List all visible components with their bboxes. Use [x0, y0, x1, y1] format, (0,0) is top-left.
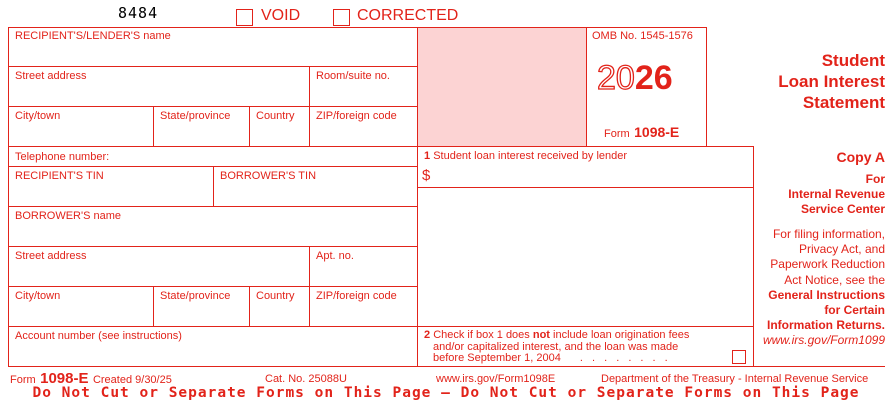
borrower-city-label: City/town	[15, 290, 61, 302]
recipient-room-label: Room/suite no.	[316, 70, 390, 82]
form-number: 1098-E	[634, 124, 680, 140]
corrected-checkbox[interactable]	[333, 9, 350, 26]
title-line-2: Loan Interest	[778, 72, 885, 91]
box2-checkbox[interactable]	[732, 350, 746, 364]
footer-form: Form 1098-E Created 9/30/25	[10, 370, 172, 387]
box2-number: 2	[424, 329, 431, 341]
footer-created: Created 9/30/25	[92, 374, 172, 386]
title-line-3: Statement	[802, 93, 885, 112]
tax-year	[597, 58, 673, 98]
copy-url[interactable]: www.irs.gov/Form1099	[762, 333, 885, 348]
recipient-zip-label: ZIP/foreign code	[316, 110, 397, 122]
box1-dollar: $	[422, 167, 431, 184]
recipient-country-label: Country	[256, 110, 295, 122]
footer-form-number: 1098-E	[40, 370, 89, 387]
box2-text: 2 Check if box 1 does not include loan origination fees and/or capitalized interest, and the loan was made before September 1, 2004 . . . . . . . .	[424, 329, 690, 364]
recipient-tin-label: RECIPIENT'S TIN	[15, 170, 104, 182]
void-label: VOID	[261, 7, 301, 24]
footer-cat: Cat. No. 25088U	[265, 373, 347, 385]
telephone-label: Telephone number:	[15, 151, 110, 163]
do-not-cut-warning: Do Not Cut or Separate Forms on This Page — Do Not Cut or Separate Forms on This Page	[32, 385, 860, 401]
box1-number: 1	[424, 150, 431, 162]
recipient-city-label: City/town	[15, 110, 61, 122]
borrower-zip-label: ZIP/foreign code	[316, 290, 397, 302]
tax-year-prefix: 20	[597, 59, 635, 97]
void-checkbox[interactable]	[236, 9, 253, 26]
form-name-block	[604, 124, 679, 142]
form-code: 8484	[118, 4, 159, 22]
recipient-name-label: RECIPIENT'S/LENDER'S name	[15, 30, 171, 42]
form-title	[710, 50, 885, 113]
copy-for: For Internal Revenue Service Center	[788, 172, 885, 216]
borrower-apt-label: Apt. no.	[316, 250, 354, 262]
footer-url[interactable]: www.irs.gov/Form1098E	[436, 373, 556, 385]
borrower-tin-label: BORROWER'S TIN	[220, 170, 317, 182]
borrower-country-label: Country	[256, 290, 295, 302]
copy-column	[755, 148, 885, 349]
copy-title: Copy A	[836, 149, 885, 165]
account-number-label: Account number (see instructions)	[15, 330, 182, 342]
footer-dept: Department of the Treasury - Internal Revenue Service	[601, 373, 869, 385]
tax-year-suffix: 26	[634, 59, 673, 97]
recipient-state-label: State/province	[160, 110, 231, 122]
shaded-area	[417, 27, 586, 146]
title-line-1: Student	[821, 51, 885, 70]
corrected-label: CORRECTED	[357, 7, 459, 24]
borrower-street-label: Street address	[15, 250, 87, 262]
box2-dots: . . . . . . . .	[579, 352, 671, 364]
recipient-street-label: Street address	[15, 70, 87, 82]
copy-info: For filing information, Privacy Act, and Paperwork Reduction Act Notice, see the General Instructions for Certain Information Returns. www.irs.gov/Form1099	[755, 227, 885, 349]
omb-number: OMB No. 1545-1576	[592, 30, 693, 42]
borrower-state-label: State/province	[160, 290, 231, 302]
borrower-name-label: BORROWER'S name	[15, 210, 122, 222]
form-word: Form	[604, 128, 630, 140]
box1-text: Student loan interest received by lender	[433, 150, 628, 162]
box1-label	[424, 150, 627, 162]
